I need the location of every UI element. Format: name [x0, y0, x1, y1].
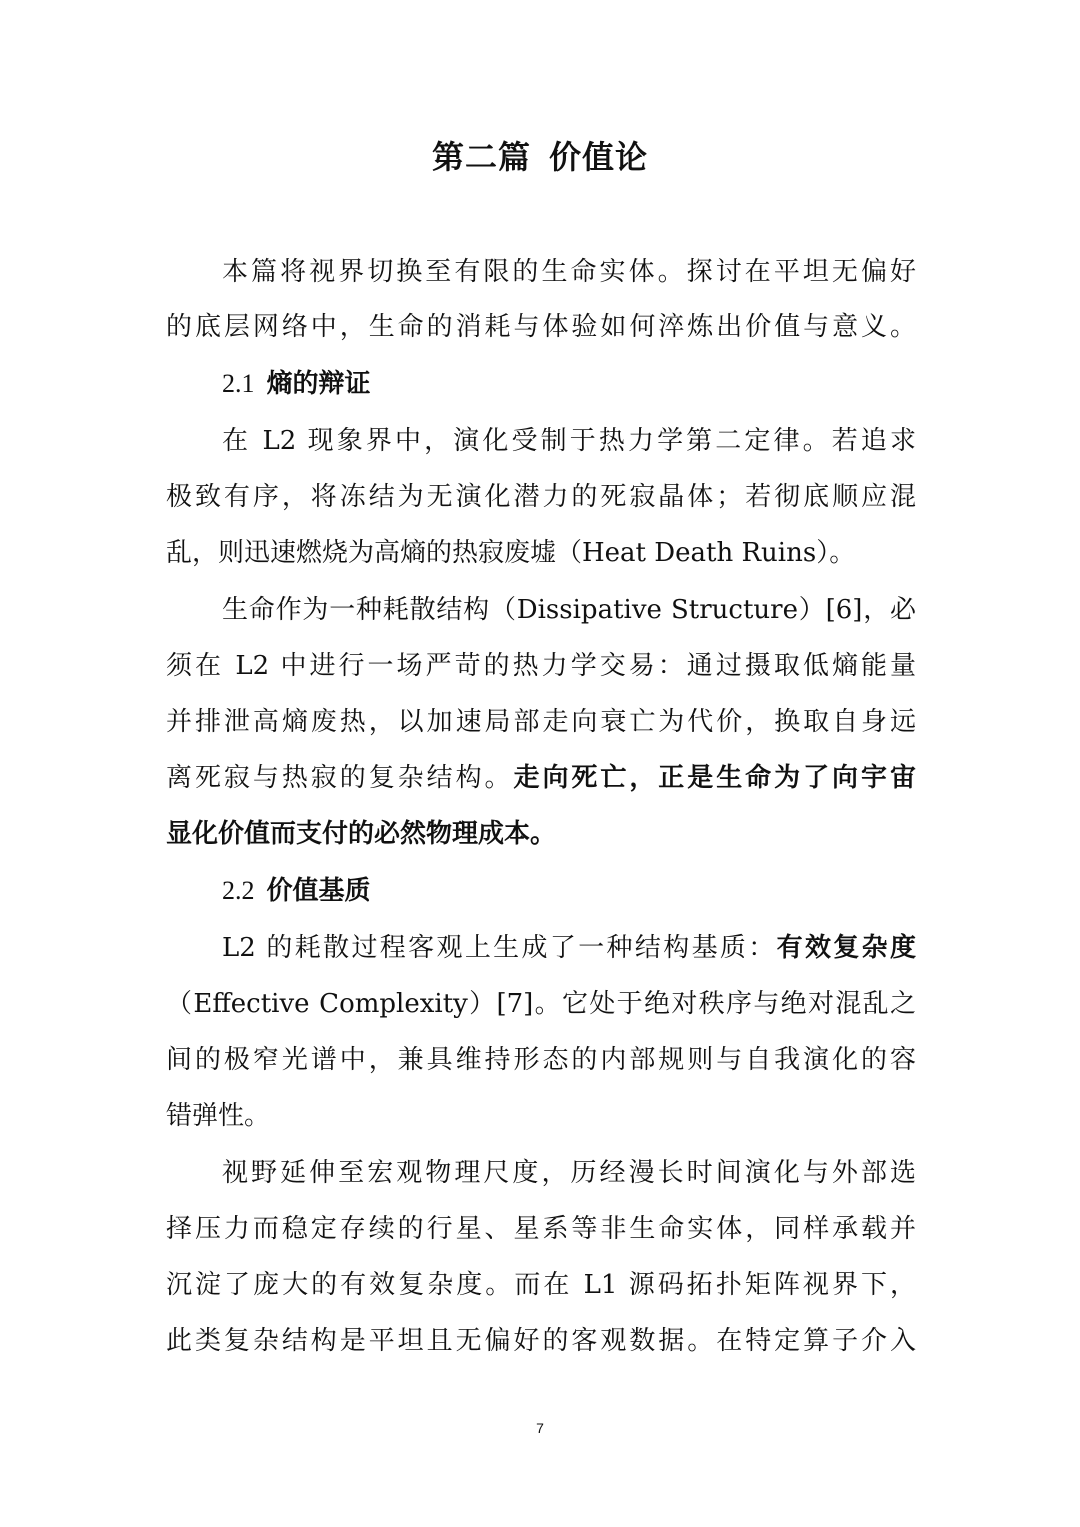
- section-heading-2-2: [222, 867, 371, 915]
- paragraph-line: 生命作为一种耗散结构（Dissipative Structure）[6]，必: [222, 595, 916, 625]
- paragraph-line: （Effective Complexity）[7]。它处于绝对秩序与绝对混乱之: [166, 989, 916, 1019]
- paragraph-line: 极致有序，将冻结为无演化潜力的死寂晶体；若彻底顺应混: [166, 482, 916, 512]
- paragraph-line-mixed: [222, 924, 916, 972]
- emphasized-text: 有效复杂度: [776, 933, 916, 963]
- section-number: 2.2: [222, 876, 255, 905]
- paragraph-line: 在 L2 现象界中，演化受制于热力学第二定律。若追求: [222, 426, 916, 456]
- emphasized-line: 显化价值而支付的必然物理成本。: [166, 819, 557, 849]
- paragraph-line: 沉淀了庞大的有效复杂度。而在 L1 源码拓扑矩阵视界下，: [166, 1270, 916, 1300]
- paragraph-line: 并排泄高熵废热，以加速局部走向衰亡为代价，换取自身远: [166, 707, 916, 737]
- paragraph-line: 须在 L2 中进行一场严苛的热力学交易：通过摄取低熵能量: [166, 651, 916, 681]
- paragraph-line: 视野延伸至宏观物理尺度，历经漫长时间演化与外部选: [222, 1158, 916, 1188]
- paragraph-line-mixed: [166, 754, 916, 802]
- section-title: 熵的辩证: [266, 369, 371, 399]
- regular-text: 离死寂与热寂的复杂结构。: [166, 763, 514, 793]
- paragraph-line: 此类复杂结构是平坦且无偏好的客观数据。在特定算子介入: [166, 1326, 916, 1356]
- paragraph-line: 间的极窄光谱中，兼具维持形态的内部规则与自我演化的容: [166, 1045, 916, 1075]
- emphasized-text: 走向死亡，正是生命为了向宇宙: [513, 763, 916, 793]
- intro-line-2: 的底层网络中，生命的消耗与体验如何淬炼出价值与意义。: [166, 312, 916, 342]
- page-number: 7: [536, 1420, 544, 1436]
- part-label: 第二篇: [431, 138, 531, 176]
- paragraph-line: 错弹性。: [166, 1101, 271, 1131]
- page-title: [0, 133, 1080, 181]
- section-heading-2-1: [222, 360, 371, 408]
- section-number: 2.1: [222, 369, 255, 398]
- section-title: 价值基质: [266, 876, 371, 906]
- intro-line-1: 本篇将视界切换至有限的生命实体。探讨在平坦无偏好: [222, 257, 916, 287]
- paragraph-line: 择压力而稳定存续的行星、星系等非生命实体，同样承载并: [166, 1214, 916, 1244]
- paragraph-line: 乱，则迅速燃烧为高熵的热寂废墟（Heat Death Ruins）。: [166, 538, 856, 568]
- part-name: 价值论: [549, 138, 649, 176]
- regular-text: L2 的耗散过程客观上生成了一种结构基质：: [222, 933, 777, 963]
